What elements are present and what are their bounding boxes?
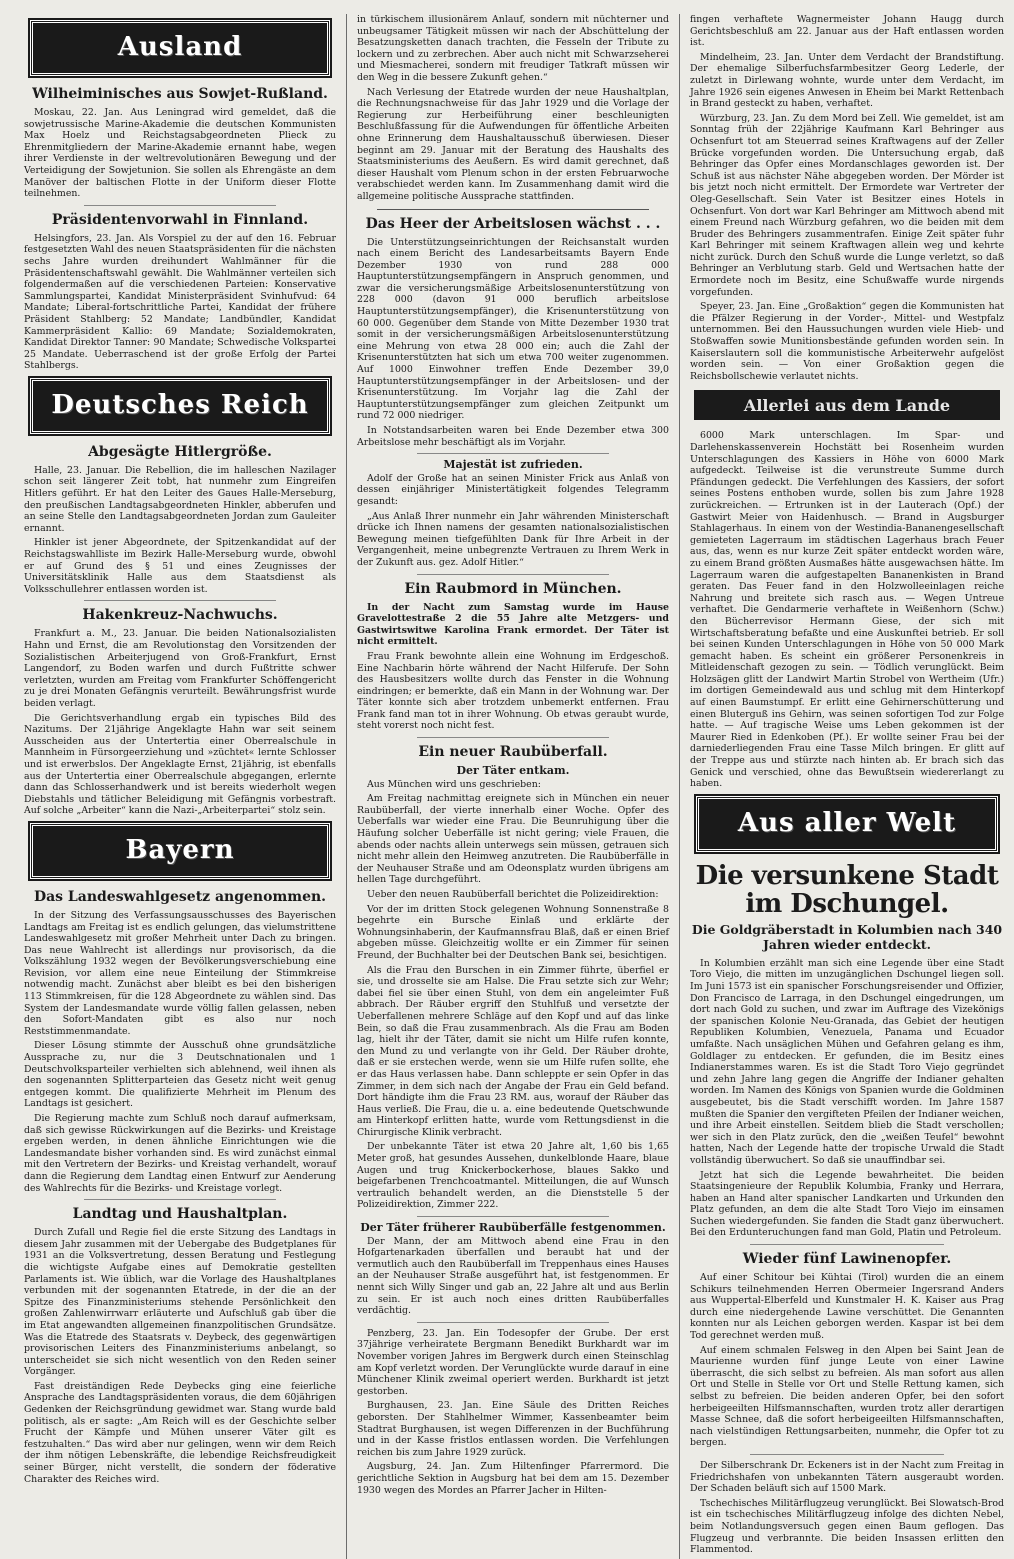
- divider: [417, 1322, 609, 1323]
- column-2: [347, 14, 680, 1559]
- article-freitag: Am Freitag nachmittag ereignete sich in München ein neuer Raubüberfall, der vierte innerhalb einer Woche. Opfer des Ueberfalls war wieder eine Frau. Die Beunruhigung über die Häufung solcher Ueberfälle ist nicht gering; viele Frauen, die abends oder nachts allein unterwegs sein müssen, getrauen sich nicht mehr allein den Heimweg anzutreten. Die Raubüberfälle in der Neuhauser Straße und am Odeonsplatz wurden übrigens am hellen Tage durchgeführt.: [357, 793, 669, 886]
- divider: [417, 737, 609, 738]
- article-raubmord-lead: In der Nacht zum Samstag wurde im Hause Gravelottestraße 2 die 55 Jahre alte Metzgers- und Gastwirtswitwe Karolina Frank ermordet. Der Täter ist nicht ermittelt.: [357, 601, 669, 648]
- article-tuerkisch: in türkischem illusionärem Anlauf, sondern mit nüchterner und unbeugsamer Tätigkeit müssen wir nach der Abschüttelung der Besatzungsketten danach trachten, die Fesseln der Tribute zu lockern und zu zerbrechen. Aber auch nicht mit Schwarzseherei und Miesmacherei, sondern mit freudiger Tatkraft müssen wir den Weg in die bessere Zukunft gehen.“: [357, 14, 669, 83]
- article-etatrede: Nach Verlesung der Etatrede wurden der neue Haushaltplan, die Rechnungsnachweise für das Jahr 1929 und die Vorlage der Regierung zur Herbeiführung einer beschleunigten Beschlußfassung für die Aufwendungen für öffentliche Arbeiten ohne Erinnerung dem Haushaltausschuß überwiesen. Dieser beginnt am 29. Januar mit der Beratung des Haushalts des Staatsministeriums des Aeußern. Es wird damit gerechnet, daß dieser Haushalt vom Plenum schon in der ersten Februarwoche verabschiedet werden kann. Im Zusammenhang damit wird die allgemeine politische Aussprache stattfinden.: [357, 86, 669, 202]
- section-banner-aus-aller-welt: Aus aller Welt: [696, 796, 998, 852]
- headline-arbeitslosen: Das Heer der Arbeitslosen wächst . . .: [365, 215, 661, 232]
- article-mann: Der Mann, der am Mittwoch abend eine Frau in den Hofgartenarkaden überfallen und beraubt hat und der vermutlich auch den Raubüberfall im Treppenhaus eines Hauses an der Neuhauser Straße ausgeführt hat, ist festgenommen. Er nennt sich Willy Singer und gab an, 22 Jahre alt und aus Berlin zu sein. Er ist auch noch eines dritten Raubüberfalles verdächtig.: [357, 1235, 669, 1317]
- article-frank: Frau Frank bewohnte allein eine Wohnung im Erdgeschoß. Eine Nachbarin hörte während der Nacht Hilferufe. Der Sohn des Hausbesitzers wollte durch das Fenster in die Wohnung eindringen; er bemerkte, daß ein Mann in der Wohnung war. Der Täter konnte sich aber trotzdem unbemerkt entfernen. Frau Frank fand man tot in ihrer Wohnung. Ob etwas geraubt wurde, steht vorerst noch nicht fest.: [357, 650, 669, 732]
- article-aus-muenchen: Aus München wird uns geschrieben:: [367, 778, 541, 790]
- headline-landeswahlgesetz: Das Landeswahlgesetz angenommen.: [33, 888, 327, 905]
- article-penzberg: Penzberg, 23. Jan. Ein Todesopfer der Grube. Der erst 37jährige verheiratete Bergmann Benedikt Burkhardt war im November vorigen Jahres im Bergwerk durch einen Steinschlag am Kopf verletzt worden. Der Verunglückte wurde darauf in eine Münchener Klinik zweimal operiert werden. Burkhardt ist jetzt gestorben.: [357, 1327, 669, 1397]
- article-burghausen: Burghausen, 23. Jan. Eine Säule des Dritten Reiches geborsten. Der Stahlhelmer Wimmer, Kassenbeamter beim Stadtrat Burghausen, ist wegen Differenzen in der Buchführung und in der Kasse fristlos entlassen worden. Die Verfehlungen reichen bis zum Jahre 1929 zurück.: [357, 1400, 669, 1458]
- article-flingen: fingen verhaftete Wagnermeister Johann Haugg durch Gerichtsbeschluß am 22. Januar aus der Haft entlassen worden ist.: [690, 14, 1004, 49]
- article-unterstuetzung: Die Unterstützungseinrichtungen der Reichsanstalt wurden nach einem Bericht des Landesarbeitsamts Bayern Ende Dezember 1930 von rund 288 000 Hauptunterstützungsempfängern in Anspruch genommen, und zwar die versicherungsmäßige Arbeitslosenunterstützung von 228 000 (davon 91 000 beruflich arbeitslose Hauptunterstützungsempfänger), die Krisenunterstützung von 60 000. Gegenüber dem Stande von Mitte Dezember 1930 trat somit in der versicherungsmäßigen Arbeitslosenunterstützung eine Mehrung von etwa 28 000 ein; auch die Zahl der Krisenunterstützten hat sich um etwa 700 weiter zugenommen. Auf 1000 Einwohner treffen Ende Dezember 39,0 Hauptunterstützungsempfänger in der Arbeitslosen- und der Krisenunterstützung. Im Vorjahr lag die Zahl der Hauptunterstützungsempfänger zum gleichen Zeitpunkt um rund 72 000 niedriger.: [357, 236, 669, 422]
- divider: [417, 453, 609, 454]
- divider: [84, 600, 276, 601]
- subheadline-goldgraeber: Die Goldgräberstadt in Kolumbien nach 340 Jahren wieder entdeckt.: [691, 921, 1003, 952]
- headline-hitlergroesse: Abgesägte Hitlergröße.: [88, 443, 272, 460]
- article-augsburg: Augsburg, 24. Jan. Zum Hiltenfinger Pfarrermord. Die gerichtliche Sektion in Augsburg hat bei dem am 15. Dezember 1930 wegen des Mordes an Pfarrer Jacher in Hilten-: [357, 1461, 669, 1496]
- article-tschechisch: Tschechisches Militärflugzeug verunglückt. Bei Slowatsch-Brod ist ein tschechisches Militärflugzeug infolge des dichten Nebel, beim Notlandungsversuch gegen einen Baum geflogen. Das Flugzeug und verbrannte. Die beiden Insassen erlitten den Flammentod.: [690, 1497, 1004, 1556]
- article-silberschrank: Der Silberschrank Dr. Eckeners ist in der Nacht zum Freitag in Friedrichshafen von unbekannten Tätern ausgeraubt worden. Der Schaden beläuft sich auf 1500 Mark.: [690, 1459, 1004, 1495]
- headline-versunkene-stadt: Die versunkene Stadt im Dschungel.: [695, 860, 999, 919]
- section-banner-bayern: Bayern: [30, 823, 330, 879]
- article-helsingfors: Helsingfors, 23. Jan. Als Vorspiel zu der auf den 16. Februar festgesetzten Wahl des neuen Staatspräsidenten für die nächsten sechs Jahre wurden dreihundert Wahlmänner für die Präsidentenschaftswahl gewählt. Die Wahlmänner verteilen sich folgendermaßen auf die verschiedenen Parteien: Konservative Sammlungspartei, Kandidat Ministerpräsident Svinhufvud: 64 Mandate; Liberal-fortschrittliche Partei, Kandidat der frühere Präsident Stahlberg: 52 Mandate; Landbündler, Kandidat Kammerpräsident Kallio: 69 Mandate; Sozialdemokraten, Kandidat Direktor Tanner: 90 Mandate; Schwedische Volkspartei 25 Mandate. Ueberraschend ist der große Erfolg der Partei Stahlbergs.: [24, 232, 336, 372]
- article-6000: 6000 Mark unterschlagen. Im Spar- und Darlehenskassenverein Hochstätt bei Rosenheim wurden Unterschlagungen des Kassiers in Höhe von 6000 Mark aufgedeckt. Teilweise ist die verunstreute Summe durch Pfändungen gedeckt. Die Verfehlungen des Kassiers, der sofort seines Postens enthoben wurde, sollen bis zum Jahre 1928 zurückreichen. — Ertrunken ist in der Lauterach (Opf.) der Gastwirt Meier von Haidenhusch. — Brand in Augsburger Stahlagerhaus. In einem von der Westindia-Bananengesellschaft gemieteten Lagerraum im städtischen Lagerhaus brach Feuer aus, das, wenn es nur kurze Zeit später entdeckt worden wäre, zu einem Brand größten Ausmaßes hätte ausgewachsen hätte. Im Lagerraum waren die aufgestapelten Bananenkisten in Brand geraten. Das Feuer fand in den Holzwolleeinlagen reiche Nahrung und breitete sich rasch aus. — Wegen Untreue verhaftet. Die Gendarmerie verhaftete in Weißenhorn (Schw.) den Bücherrevisor Hermann Giese, der sich mit Wirtschaftsberatung befaßte und eine Auskunftei betrieb. Er soll bei seinen Kunden Unterschlagungen in Höhe von 50 000 Mark gemacht haben. Es scheint ein größerer Personenkreis in Mitleidenschaft gezogen zu sein. — Tödlich verunglückt. Beim Holzsägen glitt der Landwirt Martin Strobel von Wertheim (Ufr.) im dortigen Gemeindewald aus und schlug mit dem Hinterkopf auf einen Baumstumpf. Er erlitt eine Gehirnerschütterung und einen Bluterguß ins Gehirn, was seinen sofortigen Tod zur Folge hatte. — Auf tragische Weise ums Leben gekommen ist der Maurer Ried in Edenkoben (Pf.). Er wollte seiner Frau bei der darniederliegenden Frau eine Tasse Milch bringen. Er glitt auf der Treppe aus und stürzte nach hinten ab. Er brach sich das Genick und verschied, ohne das Bewußtsein wiedererlangt zu haben.: [690, 430, 1004, 790]
- column-3: [680, 14, 1014, 1559]
- section-banner-deutsches-reich: Deutsches Reich: [30, 378, 330, 434]
- headline-lawinenopfer: Wieder fünf Lawinenopfer.: [742, 1251, 952, 1268]
- article-halle: Halle, 23. Januar. Die Rebellion, die im halleschen Nazilager schon seit längerer Zeit tobt, hat nunmehr zum Eingreifen Hitlers geführt. Er hat den Leiter des Gaues Halle-Merseburg, den preußischen Landtagsabgeordneten Hinkler, abberufen und an seine Stelle den Landtagsabgeordneten Jordan zum Gauleiter ernannt.: [24, 464, 336, 534]
- article-adolf: Adolf der Große hat an seinen Minister Frick aus Anlaß von dessen einjähriger Ministertätigkeit folgendes Telegramm gesandt:: [357, 472, 669, 507]
- article-jetzt: Jetzt hat sich die Legende bewahrheitet. Die beiden Staatsingenieure der Republik Kolumbia, Franky und Herrara, haben an Hand alter spanischer Landkarten und Urkunden den Platz gefunden, an dem die alte Stadt Toro Viejo im einsamen Suchen wiedergefunden. Sie fanden die Stadt ganz überwuchert. Bei den Erdunteruchungen fand man Gold, Platin und Petroleum.: [690, 1169, 1004, 1239]
- headline-wilhelminisches: Wilheiminisches aus Sowjet-Rußland.: [32, 86, 328, 102]
- article-frankfurt: Frankfurt a. M., 23. Januar. Die beiden Nationalsozialisten Hahn und Ernst, die am Revolutionstag den Vorsitzenden der Sozialistischen Arbeiterjugend von Groß-Frankfurt, Ernst Langendorf, zu Boden warfen und durch Fußtritte schwer verletzten, wurden am Freitag vom Frankfurter Schöffengericht zu je drei Monaten Gefängnis verurteilt. Bewährungsfrist wurde beiden verlagt.: [24, 628, 336, 709]
- subheadline-taeter-entkam: Der Täter entkam.: [456, 764, 570, 778]
- divider: [377, 209, 649, 210]
- headline-praesidentenvorwahl: Präsidentenvorwahl in Finnland.: [51, 211, 309, 228]
- article-vor: Vor der im dritten Stock gelegenen Wohnung Sonnenstraße 8 begehrte ein Bursche Einlaß und erklärte der Wohnungsinhaberin, der Kaufmannsfrau Blaß, daß er einen Brief abgeben müsse. Gleichzeitig wollte er ein Zimmer für seinen Freund, der Buchhalter bei der Deutschen Bank sei, besichtigen.: [357, 903, 669, 961]
- article-anlass: „Aus Anlaß Ihrer nunmehr ein Jahr währenden Ministerschaft drücke ich Ihnen namens der gesamten nationalsozialistischen Bewegung meinen tiefgefühlten Dank für Ihre Arbeit in der Vergangenheit, meine unbegrenzte Vertrauen zu Ihrem Werk in der Zukunft aus. gez. Adolf Hitler.“: [357, 510, 669, 568]
- article-grundsaetzlich: Dieser Lösung stimmte der Ausschuß ohne grundsätzliche Aussprache zu, nur die 3 Deutschnationalen und 1 Deutschvolksparteiler verhielten sich ablehnend, weil ihnen als den sogenannten Splitterparteien das Gesetz nicht weit genug entgegen kommt. Die qualifizierte Mehrheit im Plenum des Landtags ist gesichert.: [24, 1040, 336, 1110]
- divider: [417, 1216, 609, 1217]
- article-hinkler: Hinkler ist jener Abgeordnete, der Spitzenkandidat auf der Reichstagswahlliste im Bezirk Halle-Merseburg wurde, obwohl er auf Grund des § 51 und eines Zeugnisses der Universitätsklinik Halle aus dem Staatsdienst als Volksschullehrer entlassen worden ist.: [24, 537, 336, 595]
- headline-frueherer: Der Täter früherer Raubüberfälle festgenommen.: [360, 1221, 666, 1235]
- article-feierlich: Fast dreiständigen Rede Deybecks ging eine feierliche Ansprache des Landtagspräsidenten voraus, die dem 60jährigen Gedenken der Reichsgründung gewidmet war. Stang wurde bald politisch, als er sagte: „Am Reich will es der Geschichte selber Frucht der Kämpfe und Mühen unserer Väter gilt es festzuhalten.“ Das wird aber nur gelingen, wenn wir dem Reich der ihm nötigen Lebenskräfte, die lebendige Reichsfreudigkeit seiner Bürger, nicht verstellt, die sondern der föderative Charakter des Reiches wird.: [24, 1380, 336, 1485]
- article-felsweg: Auf einem schmalen Felsweg in den Alpen bei Saint Jean de Maurienne wurden fünf junge Leute von einer Lawine überrascht, die sich selbst zu befreien. Als man sofort aus allen Ort und Stelle in Stelle vor Ort und Stelle Rettung kamen, sich selbst zu befreien. Die beiden anderen Opfer, bei den sofort herbeigeeilten Hilfsmannschaften, wurden trotz aller derartigen Masse Schnee, daß die sofort herbeigeeilten Hilfsmannschaften, nach vielstündigen Rettungsarbeiten, nunmehr, die Opfer tot zu bergen.: [690, 1344, 1004, 1449]
- headline-raubmord: Ein Raubmord in München.: [404, 580, 622, 597]
- headline-majestaet: Majestät ist zufrieden.: [443, 458, 583, 472]
- article-gericht: Die Gerichtsverhandlung ergab ein typisches Bild des Nazitums. Der 21jährige Angeklagte Hahn war seit seinem Ausscheiden aus der Untertertia einer Oberrealschule in Mannheim in Fürsorgeerziehung und »züchtet« lernte Schlosser und ist erwerbslos. Der Angeklagte Ernst, 21jährig, ist ebenfalls aus der Untertertia einer Oberrealschule abgegangen, erlernte dann das Schlosserhandwerk und ist bereits wiederholt wegen Diebstahls und tätlicher Beleidigung mit Gefängnis vorbestraft. Auf solche „Arbeiter“ kann die Nazi-„Arbeiterpartei“ stolz sein.: [24, 712, 336, 817]
- article-als: Als die Frau den Burschen in ein Zimmer führte, überfiel er sie, und drosselte sie am Halse. Die Frau setzte sich zur Wehr; dabei fiel sie über einen Stuhl, von dem ein angeleimter Fuß abbrach. Der Räuber ergriff den Stuhlfuß und versetzte der Ueberfallenen mehrere Schläge auf den Kopf und auf das linke Bein, so daß die Frau zusammenbrach. Als die Frau am Boden lag, hielt ihr der Täter, damit sie nicht um Hilfe rufen konnte, den Mund zu und verlangte von ihr Geld. Der Räuber drohte, daß er sie erstechen werde, wenn sie um Hilfe rufen sollte, ehe er das Haus verlassen habe. Dann schleppte er sein Opfer in das Zimmer, in dem sich nach der Angabe der Frau ein Geld befand. Dort händigte ihm die Frau 23 RM. aus, worauf der Räuber das Haus verließ. Die Frau, die u. a. eine bedeutende Quetschwunde am Hinterkopf erlitten hatte, wurde vom Rettungsdienst in die Chirurgische Klinik verbracht.: [357, 964, 669, 1138]
- headline-hakenkreuz: Hakenkreuz-Nachwuchs.: [82, 607, 278, 624]
- article-wuerzburg: Würzburg, 23. Jan. Zu dem Mord bei Zell. Wie gemeldet, ist am Sonntag früh der 22jährige Kaufmann Karl Behringer aus Ochsenfurt tot am Steuerrad seines Kraftwagens auf der Zeller Brücke vorgefunden worden. Die Untersuchung ergab, daß Behringer das Opfer eines Mordanschlages geworden ist. Der Schuß ist aus nächster Nähe abgegeben worden. Der Mörder ist bis jetzt noch nicht ermittelt. Der Ermordete war Vertreter der Oleg-Gesellschaft. Sein Vater ist Besitzer eines Hotels in Ochsenfurt. Von dort war Karl Behringer am Mittwoch abend mit einem Freund nach Würzburg gefahren, wo die beiden mit dem Bruder des Behringers zusammentrafen. Einige Zeit später fuhr Karl Behringer mit seinem Kraftwagen allein weg und kehrte nicht zurück. Durch den Schuß wurde die Lunge verletzt, so daß Behringer an Verblutung starb. Geld und Wertsachen hatte der Ermordete noch im Besitz, eine Schußwaffe wurde nirgends vorgefunden.: [690, 112, 1004, 298]
- section-banner-allerlei: Allerlei aus dem Lande: [694, 390, 1000, 420]
- divider: [84, 205, 276, 206]
- article-regierung: Die Regierung machte zum Schluß noch darauf aufmerksam, daß sich gewisse Rückwirkungen auf die Bezirks- und Kreistage ergeben werden, in denen ähnliche Einrichtungen wie die Landesmandate bisher vorhanden sind. Es wird zunächst einmal mit den Vertretern der Bezirks- und Kreistag verhandelt, worauf dann die Regierung dem Landtag einen Entwurf zur Aenderung des Wahlrechts für die Bezirks- und Kreistage vorlegt.: [24, 1113, 336, 1194]
- divider: [750, 1244, 944, 1245]
- article-unbekannt: Der unbekannte Täter ist etwa 20 Jahre alt, 1,60 bis 1,65 Meter groß, hat gesundes Aussehen, dunkelblonde Haare, blaue Augen und trug Knickerbockerhose, blaues Sakko und beigefarbenen Trenchcoatmantel. Mitteilungen, die auf Wunsch vertraulich behandelt werden, an die Dienststelle 5 der Polizeidirektion, Zimmer 222.: [357, 1141, 669, 1211]
- divider: [417, 574, 609, 575]
- article-sitzung: In der Sitzung des Verfassungsausschusses des Bayerischen Landtags am Freitag ist es endlich gelungen, das vielumstrittene Landeswahlgesetz mit großer Mehrheit unter Dach zu bringen. Das neue Wahlrecht ist allerdings nur provisorisch, da die Volkszählung 1932 wegen der Bevölkerungsverschiebung eine Revision, vor allem eine neue Einteilung der Stimmkreise notwendig macht. Zunächst aber bleibt es bei den bisherigen 113 Stimmkreisen, für die 128 Abgeordnete zu wählen sind. Das System der Landesmandate wurde völlig fallen gelassen, neben den Sofort-Mandaten gibt es also nur noch Reststimmenmandate.: [24, 909, 336, 1037]
- article-schitour: Auf einer Schitour bei Kühtai (Tirol) wurden die an einem Schikurs teilnehmenden Herren Obermeier Ingersrand Anders aus Wuppertal-Elberfeld und Kunstmaler H. K. Kaiser aus Prag durch eine niedergehende Lawine verschüttet. Die Genannten konnten nur als Leichen geborgen werden. Kaspar ist bei dem Tod gerechnet werden muß.: [690, 1272, 1004, 1342]
- headline-haushaltplan: Landtag und Haushaltplan.: [72, 1206, 288, 1223]
- column-1: [14, 14, 347, 1559]
- article-notstand: In Notstandsarbeiten waren bei Ende Dezember etwa 300 Arbeitslose mehr beschäftigt als im Vorjahr.: [357, 425, 669, 448]
- article-polizei: Ueber den neuen Raubüberfall berichtet die Polizeidirektion:: [367, 889, 659, 900]
- divider: [84, 1199, 276, 1200]
- headline-raubueberfall: Ein neuer Raubüberfall.: [418, 744, 608, 761]
- article-speyer: Speyer, 23. Jan. Eine „Großaktion“ gegen die Kommunisten hat die Pfälzer Regierung in der Vorder-, Mittel- und Westpfalz unternommen. Bei den Haussuchungen wurden viele Hieb- und Stoßwaffen sowie Munitionsbestände gefunden worden sein. In Kaiserslautern soll die kommunistische Arbeiterwehr aufgelöst worden sein. — Von einer Großaktion gegen die Reichsbollschewie verlautet nichts.: [690, 301, 1004, 382]
- section-banner-ausland: Ausland: [30, 20, 330, 76]
- article-moskau: Moskau, 22. Jan. Aus Leningrad wird gemeldet, daß die sowjetrussische Marine-Akademie die deutschen Kommunisten Max Hoelz und Reichstagsabgeordneten Plieck zu Ehrenmitgliedern der Marine-Akademie ernannt habe, wegen ihrer Verdienste in der weltrevolutionären Bewegung und der Verteidigung der Sowjetunion. Sie sollen als Ehrengäste an dem Manöver der baltischen Flotte in der Uniform dieser Flotte teilnehmen.: [24, 107, 336, 200]
- divider: [750, 1454, 944, 1455]
- article-kolumbien: In Kolumbien erzählt man sich eine Legende über eine Stadt Toro Viejo, die mitten im unzugänglichen Dschungel liegen soll. Im Juni 1573 ist ein spanischer Forschungsreisender und Offizier, Don Francisco de Larraga, in den Dschungel eingedrungen, um dort nach Gold zu suchen, und zwar im Auftrage des Vizekönigs der spanischen Kolonie Neu-Granada, das Gebiet der heutigen Republiken Kolumbien, Venezuela, Panama und Ecuador umfaßte. Nach unsäglichen Mühen und Gefahren gelang es ihm, Goldlager zu entdecken. Er gefunden, die im Besitz eines Indianerstammes waren. Es ist die Stadt Toro Viejo gegründet und zehn Jahre lang gegen die Angriffe der Indianer gehalten worden. Im Namen des Königs von Spanien wurde die Goldminen ausgebeutet, bis die Stadt verschifft worden. Im Jahre 1587 mußten die Spanier den vergifteten Pfeilen der Indianer weichen, und ihre Arbeit einstellen. Seitdem blieb die Stadt verschollen; wer sich in den Platz zurück, den die „weißen Teufel“ bewohnt hatten, Nach der Legende hatte der tropische Urwald die Stadt vollständig überwuchert. So daß sie unauffindbar sei.: [690, 957, 1004, 1166]
- article-zufall: Durch Zufall und Regie fiel die erste Sitzung des Landtags in diesem Jahr zusammen mit der Uebergabe des Budgetplanes für 1931 an die Volksvertretung, dessen Beratung und Festlegung die wichtigste Aufgabe eines auf Demokratie gestellten Parlaments ist. Wie üblich, war die Vorlage des Haushaltplanes verbunden mit der sogenannten Etatrede, in der die an der Spitze des Finanzministeriums stehende Persönlichkeit den großen Zahlenwirrwarr erläuterte und Aufschluß gab über die im Etat angewandten allgemeinen finanzpolitischen Grundsätze. Was die Etatrede des Staatsrats v. Deybeck, des gegenwärtigen provisorischen Leiters des Finanzministeriums anbelangt, so unterscheidet sie sich nicht wesentlich von den Reden seiner Vorgänger.: [24, 1227, 336, 1378]
- article-mindelheim: Mindelheim, 23. Jan. Unter dem Verdacht der Brandstiftung. Der ehemalige Silberfuchsfarmbesitzer Georg Lederle, der zuletzt in Dirlewang wohnte, wurde unter dem Verdacht, im Jahre 1926 sein eigenes Anwesen in Eheim bei Markt Rettenbach in Brand gesteckt zu haben, verhaftet.: [690, 51, 1004, 110]
